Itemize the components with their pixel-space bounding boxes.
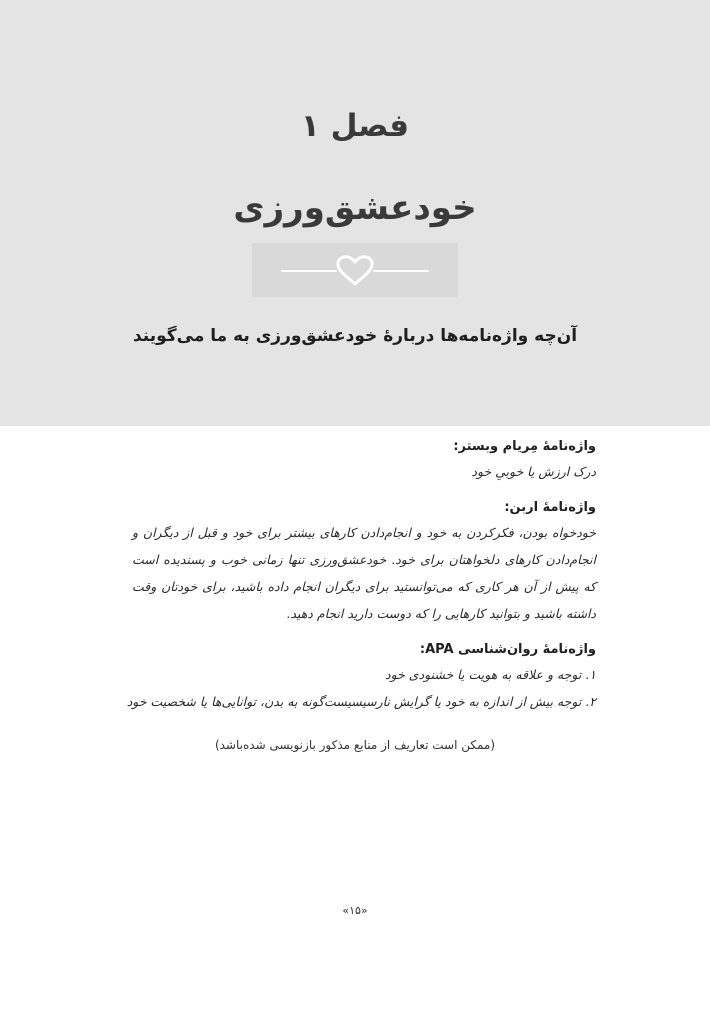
definition-source: واژه‌نامهٔ روان‌شناسی APA: bbox=[419, 642, 596, 657]
chapter-subtitle: آن‌چه واژه‌نامه‌ها دربارهٔ خودعشق‌ورزی به ما می‌گویند bbox=[132, 326, 578, 346]
definitions-section bbox=[126, 436, 596, 727]
definition-source: واژه‌نامهٔ مِریام وبستر: bbox=[453, 439, 596, 454]
heart-divider bbox=[252, 243, 458, 297]
definition-urban bbox=[132, 497, 596, 627]
definition-merriam-webster bbox=[132, 436, 596, 485]
definition-apa bbox=[126, 639, 596, 715]
definition-text: درک ارزش یا خوبیِ خود bbox=[471, 464, 596, 479]
definition-source: واژه‌نامهٔ اربن: bbox=[504, 500, 596, 515]
page-number: «۱۵» bbox=[342, 904, 368, 917]
heart-divider-icon bbox=[252, 243, 458, 297]
definition-text: خودخواه بودن، فکرکردن به خود و انجام‌دادن کارهای بیشتر برای خود و قبل از دیگران و انجام‌دادن کارهای دلخواهتان برای خود. خودعشق‌ورزی تنها زمانی خوب و پسندیده است که پیش از آن هر کاری که می‌توانستید برای دیگران انجام داده باشید، برای خودتان وقت داشته باشید و بتوانید کارهایی را که دوست دارید انجام دهید. bbox=[132, 525, 596, 621]
chapter-title: خودعشق‌ورزی bbox=[233, 188, 477, 228]
source-note: (ممکن است تعاریف از منابع مذکور بازنویسی شده‌باشد) bbox=[214, 738, 496, 752]
definition-list-item: ۱. توجه و علاقه به هویت یا خشنودی خود bbox=[385, 667, 596, 682]
chapter-number: فصل ۱ bbox=[300, 108, 410, 144]
definition-list-item: ۲. توجه بیش از اندازه به خود یا گرایش نارسیسیست‌گونه به بدن، توانایی‌ها یا شخصیت خود bbox=[126, 694, 596, 709]
